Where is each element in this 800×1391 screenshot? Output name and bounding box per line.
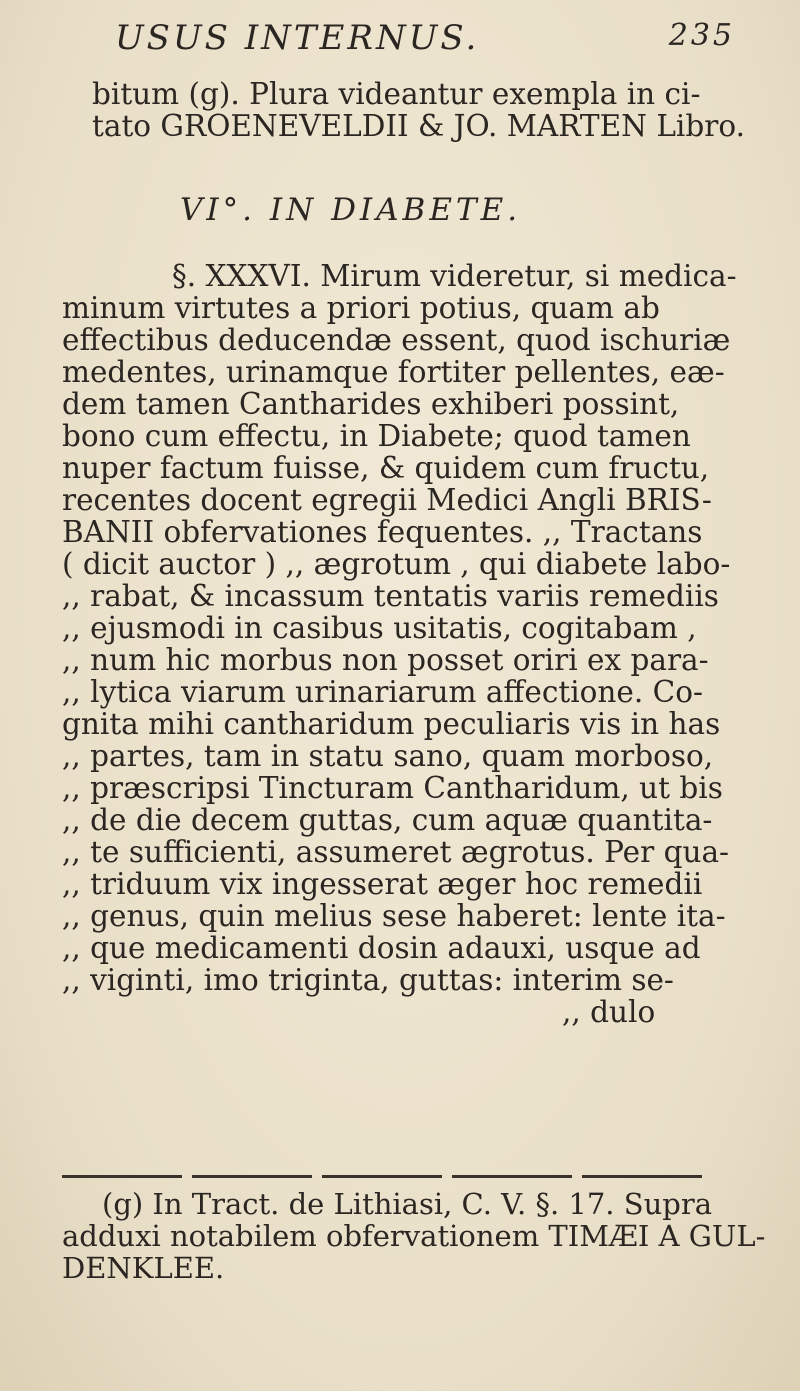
text-line: ,, præscripsi Tincturam Cantharidum, ut bis <box>62 771 723 805</box>
footnote-divider <box>62 1175 712 1178</box>
footnote-line: adduxi notabilem obfervationem TIMÆI A GUL- <box>62 1219 766 1253</box>
text-line: bitum (g). Plura videantur exempla in ci- <box>92 77 701 111</box>
footnote-line: DENKLEE. <box>62 1251 225 1285</box>
text-line: recentes docent egregii Medici Angli BRIS- <box>62 483 712 517</box>
text-line: bono cum effectu, in Diabete; quod tamen <box>62 419 691 453</box>
footnote-line: (g) In Tract. de Lithiasi, C. V. §. 17. Supra <box>102 1187 712 1221</box>
text-line: ,, de die decem guttas, cum aquæ quantita- <box>62 803 713 837</box>
paragraph <box>62 260 752 1028</box>
text-line: §. XXXVI. Mirum videretur, si medica- <box>172 259 737 293</box>
text-line: dem tamen Cantharides exhiberi possint, <box>62 387 680 421</box>
text-line: ( dicit auctor ) ,, ægrotum , qui diabete labo- <box>62 547 731 581</box>
text-line: BANII obfervationes fequentes. ,, Tractans <box>62 515 703 549</box>
text-line: effectibus deducendæ essent, quod ischuriæ <box>62 323 731 357</box>
text-line: ,, te sufficienti, assumeret ægrotus. Per qua- <box>62 835 730 869</box>
text-line: ,, que medicamenti dosin adauxi, usque ad <box>62 931 701 965</box>
section-heading: VI°. IN DIABETE. <box>180 192 522 228</box>
running-title: USUS INTERNUS. <box>115 18 480 58</box>
text-line: ,, ejusmodi in casibus usitatis, cogitabam , <box>62 611 697 645</box>
footnote <box>62 1187 766 1285</box>
running-header <box>115 18 735 58</box>
top-text-block <box>62 78 752 142</box>
text-line: ,, partes, tam in statu sano, quam morboso, <box>62 739 714 773</box>
text-line: ,, num hic morbus non posset oriri ex para- <box>62 643 709 677</box>
text-line: tato GROENEVELDII & JO. MARTEN Libro. <box>92 109 745 143</box>
text-line: ,, lytica viarum urinariarum affectione. Co- <box>62 675 703 709</box>
text-line: ,, genus, quin melius sese haberet: lente ita- <box>62 899 726 933</box>
text-line: gnita mihi cantharidum peculiaris vis in has <box>62 707 721 741</box>
text-line: nuper factum fuisse, & quidem cum fructu, <box>62 451 710 485</box>
text-line: ,, dulo <box>562 995 656 1029</box>
text-line: medentes, urinamque fortiter pellentes, eæ- <box>62 355 725 389</box>
text-line: ,, viginti, imo triginta, guttas: interim se- <box>62 963 674 997</box>
text-line: ,, triduum vix ingesserat æger hoc remedii <box>62 867 703 901</box>
text-line: ,, rabat, & incassum tentatis variis remediis <box>62 579 719 613</box>
text-line: minum virtutes a priori potius, quam ab <box>62 291 660 325</box>
page-number: 235 <box>668 18 735 53</box>
